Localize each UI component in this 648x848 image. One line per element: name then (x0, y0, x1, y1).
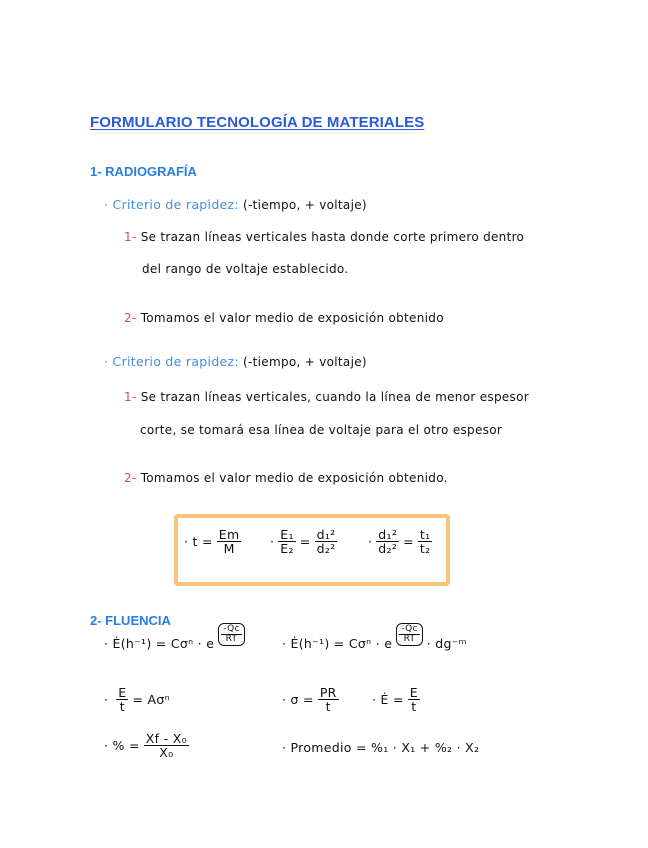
fraction (318, 686, 339, 713)
denominator: RT (225, 634, 238, 644)
numerator: E₁ (280, 527, 294, 542)
numerator: d₁² (378, 527, 398, 542)
denominator: M (223, 541, 235, 557)
criterion-line-1 (104, 197, 367, 212)
formula-creep-rate (104, 623, 247, 651)
fraction (408, 686, 420, 713)
formula-lhs: · % = (104, 738, 140, 754)
numerator: Em (218, 527, 240, 542)
denominator: X₀ (159, 745, 174, 761)
step-text: Tomamos el valor medio de exposición obtenido (140, 311, 444, 325)
formula-rhs: = Aσⁿ (132, 692, 170, 708)
step-1-line-1 (124, 230, 524, 244)
fraction (116, 686, 128, 713)
formula-tail: · dg⁻ᵐ (426, 636, 467, 651)
bullet: · (104, 692, 109, 708)
exponent-fraction (218, 623, 245, 647)
formula-strain-time (104, 686, 170, 713)
numerator: E (118, 685, 127, 700)
formula-creep-rate-grain (282, 623, 467, 651)
numerator: -Qc (401, 623, 418, 634)
denominator: t (119, 699, 125, 715)
denominator: RT (403, 634, 416, 644)
page-title: FORMULARIO TECNOLOGÍA DE MATERIALES (90, 114, 425, 131)
fraction (217, 528, 242, 555)
denominator: t (411, 699, 417, 715)
exponent-fraction (396, 623, 423, 647)
criterion-line-2 (104, 354, 367, 369)
fraction (278, 528, 296, 555)
step-text: Se trazan líneas verticales, cuando la línea de menor espesor (140, 390, 529, 404)
numerator: t₁ (419, 527, 431, 542)
formula-distance-time (368, 528, 434, 555)
formula-lhs: · (270, 534, 275, 550)
criterion-label: · Criterio de rapidez: (104, 197, 239, 212)
step-2b-line (124, 471, 448, 485)
step-text: Tomamos el valor medio de exposición obtenido. (140, 471, 448, 485)
numerator: d₁² (316, 527, 336, 542)
section-fluencia-heading: 2- FLUENCIA (90, 613, 171, 628)
formula-exposure-distance (270, 528, 339, 555)
numerator: E (409, 685, 418, 700)
formula-strain-rate (372, 686, 422, 713)
denominator: d₂² (316, 541, 336, 557)
step-1-line-2: del rango de voltaje establecido. (142, 262, 349, 276)
denominator: t₂ (419, 541, 431, 557)
equals-sign: = (403, 534, 414, 550)
criterion-note: (-tiempo, + voltaje) (243, 355, 367, 369)
step-number: 1- (124, 390, 137, 404)
formula-lhs: · σ = (282, 692, 314, 708)
denominator: t (325, 699, 331, 715)
step-number: 2- (124, 471, 137, 485)
step-number: 1- (124, 230, 137, 244)
fraction (418, 528, 433, 555)
denominator: d₂² (378, 541, 398, 557)
section-radiografia-heading: 1- RADIOGRAFÍA (90, 164, 197, 179)
criterion-label: · Criterio de rapidez: (104, 354, 239, 369)
formula-text: · Ė(h⁻¹) = Cσⁿ · e (104, 636, 215, 651)
formula-lhs: · (368, 534, 373, 550)
criterion-note: (-tiempo, + voltaje) (243, 198, 367, 212)
fraction (376, 528, 399, 555)
step-1b-line-2: corte, se tomará esa línea de voltaje para el otro espesor (140, 423, 503, 437)
fraction (315, 528, 338, 555)
formula-percentage (104, 732, 191, 759)
formula-exposure-time (184, 528, 243, 555)
formula-lhs: · t = (184, 534, 213, 550)
numerator: Xf - X₀ (145, 731, 187, 746)
step-2-line (124, 311, 444, 325)
numerator: PR (319, 685, 337, 700)
formula-stress (282, 686, 341, 713)
equals-sign: = (299, 534, 311, 550)
step-1b-line-1 (124, 390, 529, 404)
fraction (144, 732, 189, 759)
step-number: 2- (124, 311, 137, 325)
formula-lhs: · Ė = (372, 692, 404, 708)
numerator: -Qc (223, 623, 240, 634)
formula-average: · Promedio = %₁ · X₁ + %₂ · X₂ (282, 740, 480, 755)
formula-text: · Ė(h⁻¹) = Cσⁿ · e (282, 636, 393, 651)
step-text: Se trazan líneas verticales hasta donde corte primero dentro (140, 230, 525, 244)
denominator: E₂ (280, 541, 294, 557)
